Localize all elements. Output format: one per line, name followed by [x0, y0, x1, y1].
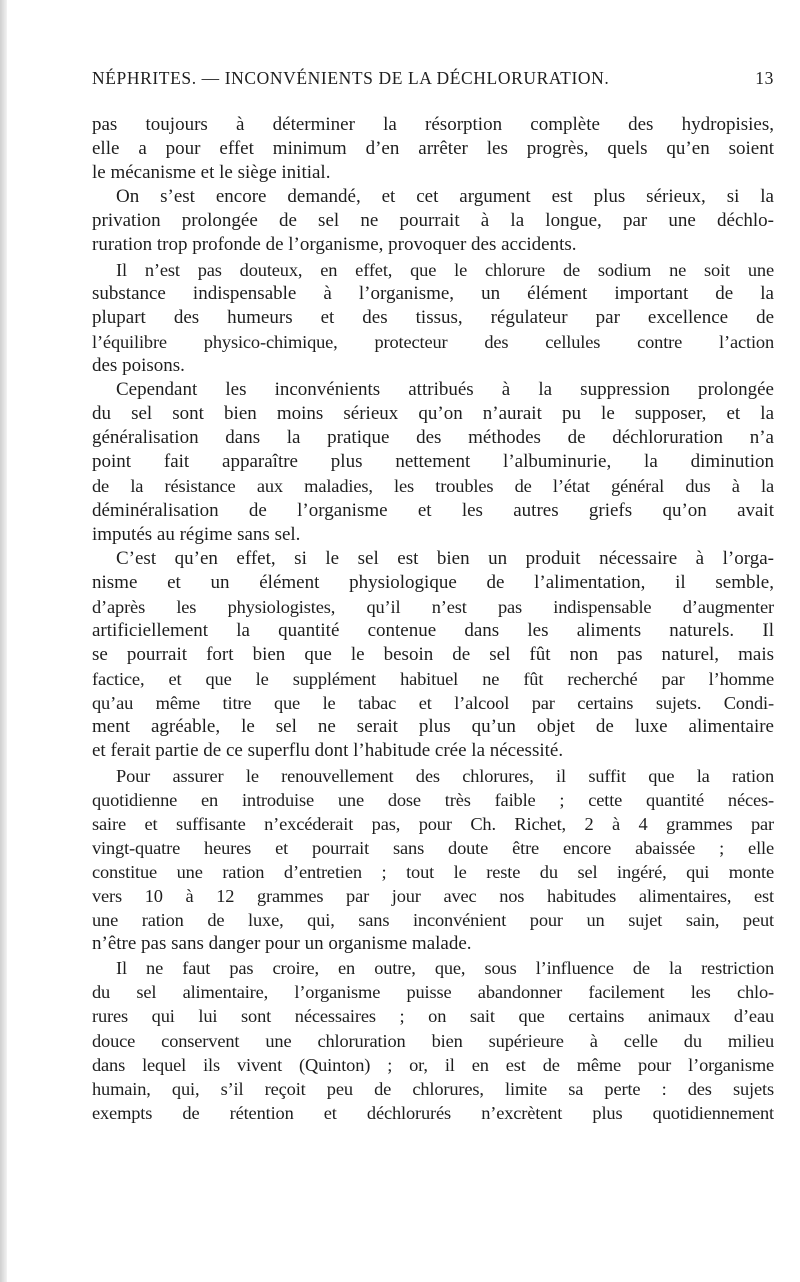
- page-gutter-shadow: [0, 0, 7, 1282]
- text-line: Cependant les inconvénients attribués à la suppression prolongée: [116, 379, 774, 401]
- text-line: vers 10 à 12 grammes par jour avec nos habitudes alimentaires, est: [92, 886, 774, 906]
- text-line: imputés au régime sans sel.: [92, 523, 301, 545]
- text-line: On s’est encore demandé, et cet argument est plus sérieux, si la: [116, 186, 774, 208]
- text-line: le mécanisme et le siège initial.: [92, 162, 331, 184]
- text-line: humain, qui, s’il reçoit peu de chlorures, limite sa perte : des sujets: [92, 1078, 774, 1099]
- text-line: plupart des humeurs et des tissus, régulateur par excellence de: [92, 306, 774, 328]
- text-line: exempts de rétention et déchlorurés n’excrètent plus quotidiennement: [92, 1102, 774, 1123]
- text-line: Il n’est pas douteux, en effet, que le chlorure de sodium ne soit une: [116, 259, 774, 280]
- text-line: du sel alimentaire, l’organisme puisse abandonner facilement les chlo-: [92, 982, 774, 1003]
- text-line: nisme et un élément physiologique de l’alimentation, il semble,: [92, 571, 774, 593]
- text-line: pas toujours à déterminer la résorption complète des hydropisies,: [92, 114, 774, 135]
- text-line: déminéralisation de l’organisme et les autres griefs qu’on avait: [92, 499, 774, 521]
- text-line: se pourrait fort bien que le besoin de sel fût non pas naturel, mais: [92, 644, 774, 666]
- text-line: C’est qu’en effet, si le sel est bien un produit nécessaire à l’orga-: [116, 547, 774, 569]
- text-line: de la résistance aux maladies, les troubles de l’état général dus à la: [92, 476, 774, 497]
- text-line: quotidienne en introduise une dose très faible ; cette quantité néces-: [92, 789, 774, 810]
- page-number: 13: [755, 68, 774, 88]
- text-line: douce conservent une chloruration bien supérieure à celle du milieu: [92, 1030, 774, 1051]
- text-line: dans lequel ils vivent (Quinton) ; or, il en est de même pour l’organisme: [92, 1054, 774, 1075]
- text-line: généralisation dans la pratique des méthodes de déchloruration n’a: [92, 427, 774, 449]
- text-line: et ferait partie de ce superflu dont l’habitude crée la nécessité.: [92, 740, 564, 762]
- text-line: elle a pour effet minimum d’en arrêter les progrès, quels qu’en soient: [92, 138, 774, 160]
- text-line: l’équilibre physico-chimique, protecteur des cellules contre l’action: [92, 331, 774, 352]
- text-line: une ration de luxe, qui, sans inconvénient pour un sujet sain, peut: [92, 910, 774, 931]
- text-line: n’être pas sans danger pour un organisme malade.: [92, 933, 472, 955]
- text-line: d’après les physiologistes, qu’il n’est pas indispensable d’augmenter: [92, 596, 774, 617]
- text-line: rures qui lui sont nécessaires ; on sait que certains animaux d’eau: [92, 1006, 774, 1027]
- text-line: vingt-quatre heures et pourrait sans doute être encore abaissée ; elle: [92, 837, 774, 858]
- body-text: [92, 113, 774, 1125]
- text-line: du sel sont bien moins sérieux qu’on n’aurait pu le supposer, et la: [92, 403, 774, 425]
- running-head: [92, 68, 774, 92]
- text-line: qu’au même titre que le tabac et l’alcool par certains sujets. Condi-: [92, 693, 774, 714]
- text-line: des poisons.: [92, 354, 185, 376]
- text-line: ment agréable, le sel ne serait plus qu’un objet de luxe alimentaire: [92, 716, 774, 738]
- text-line: Il ne faut pas croire, en outre, que, sous l’influence de la restriction: [116, 958, 774, 979]
- text-line: saire et suffisante n’excéderait pas, pour Ch. Richet, 2 à 4 grammes par: [92, 813, 774, 834]
- text-line: factice, et que le supplément habituel ne fût recherché par l’homme: [92, 669, 774, 690]
- text-line: constitue une ration d’entretien ; tout le reste du sel ingéré, qui monte: [92, 861, 774, 882]
- text-line: ruration trop profonde de l’organisme, provoquer des accidents.: [92, 234, 577, 256]
- text-line: Pour assurer le renouvellement des chlorures, il suffit que la ration: [116, 765, 774, 786]
- text-line: artificiellement la quantité contenue dans les aliments naturels. Il: [92, 619, 774, 641]
- running-head-title: NÉPHRITES. — INCONVÉNIENTS DE LA DÉCHLORURATION.: [92, 68, 610, 88]
- text-line: point fait apparaître plus nettement l’albuminurie, la diminution: [92, 451, 774, 473]
- text-line: substance indispensable à l’organisme, un élément important de la: [92, 282, 774, 304]
- text-line: privation prolongée de sel ne pourrait à la longue, par une déchlo-: [92, 210, 774, 232]
